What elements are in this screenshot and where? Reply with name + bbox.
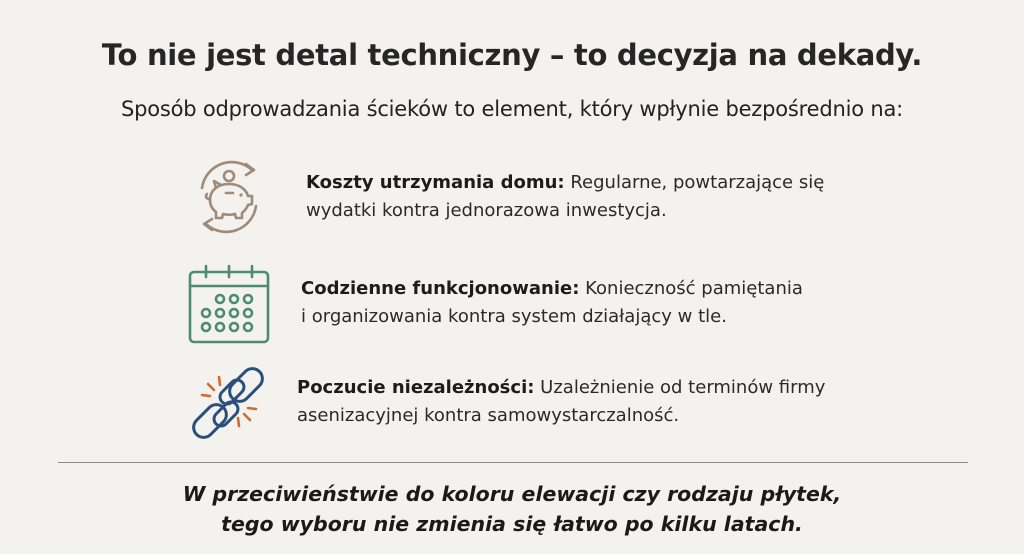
footer-line1: W przeciwieństwie do koloru elewacji czy rodzaju płytek, — [182, 482, 842, 506]
list-item-independence — [0, 358, 1024, 448]
item-desc-line1: Uzależnienie od terminów firmy — [534, 377, 826, 398]
broken-chain-icon — [186, 360, 272, 446]
page-title: To nie jest detal techniczny – to decyzja na dekady. — [101, 38, 923, 72]
footer-line2: tego wyboru nie zmienia się łatwo po kilku latach. — [221, 512, 803, 536]
calendar-icon — [186, 262, 272, 348]
item-text-independence — [297, 374, 825, 430]
item-desc-line2: asenizacyjnej kontra samowystarczalność. — [297, 405, 680, 426]
list-item-costs — [0, 152, 1024, 242]
item-heading: Poczucie niezależności: — [297, 377, 535, 398]
piggy-bank-cycle-icon — [186, 154, 272, 240]
footer-note — [0, 479, 1024, 539]
item-text-costs — [306, 169, 824, 225]
item-desc-line2: wydatki kontra jednorazowa inwestycja. — [306, 200, 667, 221]
item-desc-line1: Konieczność pamiętania — [579, 278, 803, 299]
item-heading: Koszty utrzymania domu: — [306, 172, 565, 193]
item-text-daily — [301, 275, 803, 331]
page-subtitle: Sposób odprowadzania ścieków to element, który wpłynie bezpośrednio na: — [121, 97, 903, 121]
list-item-daily — [0, 260, 1024, 350]
item-heading: Codzienne funkcjonowanie: — [301, 278, 580, 299]
divider — [58, 462, 968, 463]
item-desc-line2: i organizowania kontra system działający w tle. — [301, 306, 727, 327]
item-desc-line1: Regularne, powtarzające się — [564, 172, 825, 193]
